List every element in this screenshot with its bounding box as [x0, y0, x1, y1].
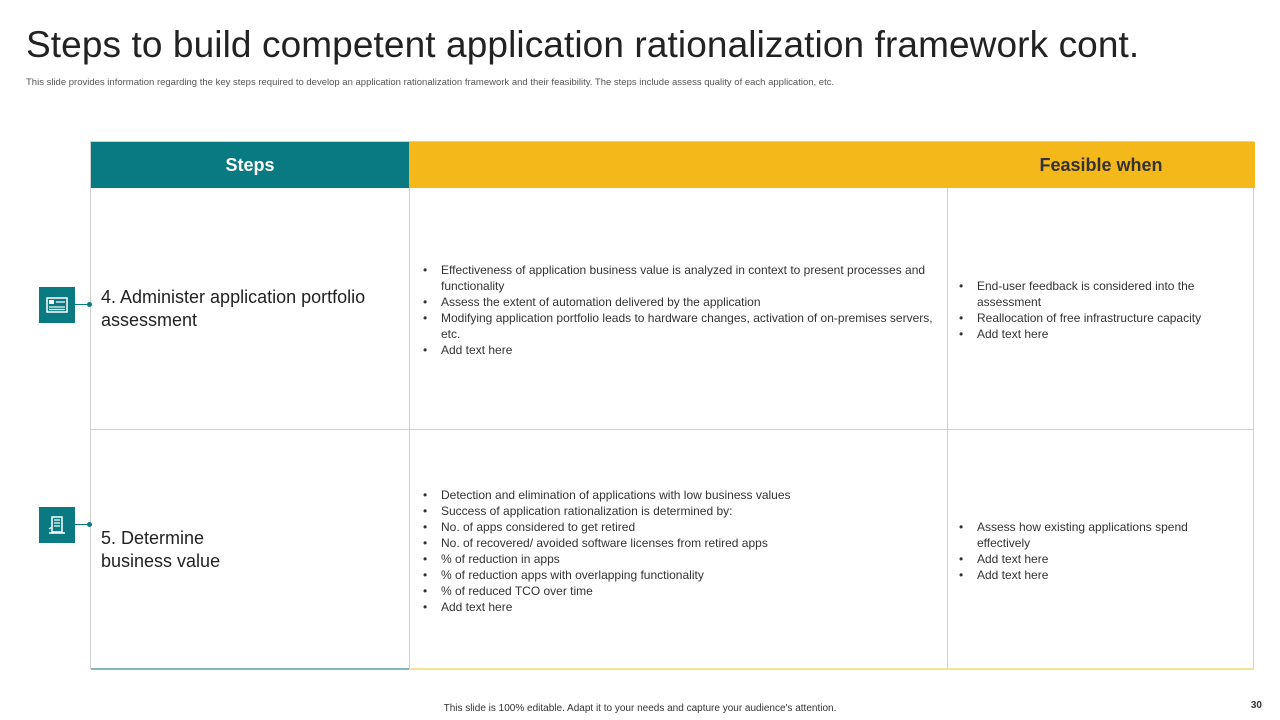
- step-5-label: 5. Determine business value: [101, 528, 221, 571]
- list-item: • Success of application rationalization is determined by:: [421, 503, 933, 519]
- list-item: • Add text here: [957, 551, 1241, 567]
- building-icon: [39, 507, 75, 543]
- list-item: • Effectiveness of application business value is analyzed in context to present processes and functionality: [421, 262, 933, 294]
- bottom-border-teal: [91, 668, 409, 670]
- list-item: • Detection and elimination of applications with low business values: [421, 487, 933, 503]
- list-item: • End-user feedback is considered into the assessment: [957, 278, 1241, 310]
- list-item: • % of reduction apps with overlapping functionality: [421, 567, 933, 583]
- list-item: • No. of apps considered to get retired: [421, 519, 933, 535]
- header-middle: [409, 142, 947, 188]
- list-item: • Assess how existing applications spend effectively: [957, 519, 1241, 551]
- list-item: • Add text here: [421, 599, 933, 615]
- steps-table: [90, 141, 1254, 669]
- list-item: • No. of recovered/ avoided software licenses from retired apps: [421, 535, 933, 551]
- server-icon: [39, 287, 75, 323]
- slide-title: Steps to build competent application rationalization framework cont.: [26, 24, 1140, 65]
- list-item: • Assess the extent of automation delivered by the application: [421, 294, 933, 310]
- step-4-details: [421, 262, 933, 358]
- list-item: • % of reduced TCO over time: [421, 583, 933, 599]
- list-item: • Modifying application portfolio leads to hardware changes, activation of on-premises servers, etc.: [421, 310, 933, 342]
- list-item: • Add text here: [957, 567, 1241, 583]
- step-4-feasible: [957, 278, 1241, 342]
- list-item: • Add text here: [957, 326, 1241, 342]
- row-divider: [91, 429, 1253, 430]
- slide-subtitle: This slide provides information regarding the key steps required to develop an application rationalization framework and their feasibility. The steps include assess quality of each application, etc.: [26, 77, 835, 88]
- header-feasible-when: Feasible when: [947, 142, 1255, 188]
- bottom-border-yellow: [409, 668, 1254, 670]
- step-5-feasible: [957, 519, 1241, 583]
- header-steps: Steps: [91, 142, 409, 188]
- step-4-label: 4. Administer application portfolio assessment: [101, 287, 366, 330]
- step-5-details: [421, 487, 933, 615]
- slide-footer: This slide is 100% editable. Adapt it to your needs and capture your audience's attention.: [443, 703, 837, 714]
- page-number: 30: [1250, 700, 1262, 711]
- list-item: • Add text here: [421, 342, 933, 358]
- connector-dot: [87, 302, 92, 307]
- list-item: • % of reduction in apps: [421, 551, 933, 567]
- list-item: • Reallocation of free infrastructure capacity: [957, 310, 1241, 326]
- connector-dot: [87, 522, 92, 527]
